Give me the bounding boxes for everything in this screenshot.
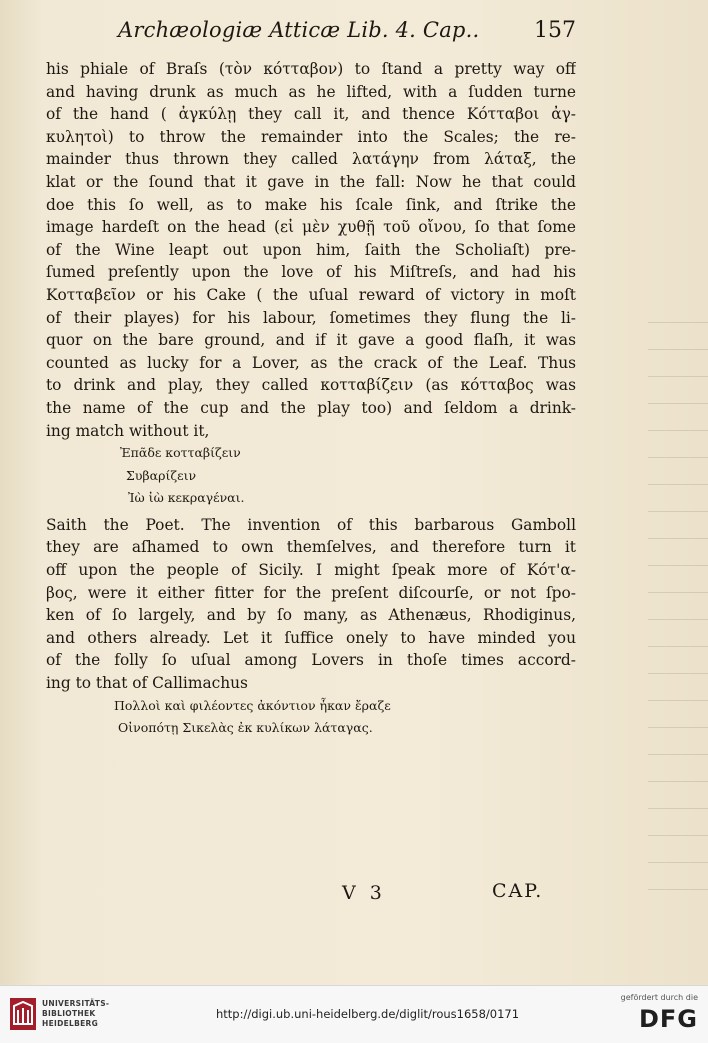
text-line: the name of the cup and the play too) and ſeldom a drink- — [46, 398, 576, 417]
viewer-footer — [0, 985, 708, 1043]
text-line: ing match without it, — [46, 421, 210, 440]
text-line: ing to that of Callimachus — [46, 674, 248, 693]
text-line: and others already. Let it ſuffice onely to have minded you — [46, 628, 576, 647]
text-line: quor on the bare ground, and if it gave a good flaſh, it was — [46, 331, 576, 350]
text-line: κυλητοὶ) to throw the remainder into the Scales; the re- — [46, 127, 576, 146]
text-line: to drink and play, they called κοτταβίζειν (as κότταβος was — [46, 376, 576, 395]
library-name-line: UNIVERSITÄTS- — [42, 999, 110, 1008]
permalink-url[interactable]: http://digi.ub.uni-heidelberg.de/diglit/rous1658/0171 — [216, 1007, 520, 1021]
library-name-line: HEIDELBERG — [42, 1019, 99, 1028]
verse-line: Πολλοὶ καὶ φιλέοντες ἀκόντιον ἧκαν ἔραζε — [114, 697, 391, 713]
text-line: Κοτταβεῖον or his Cake ( the uſual reward of victory in moſt — [46, 285, 576, 304]
library-name-line: BIBLIOTHEK — [42, 1009, 96, 1018]
text-line: Saith the Poet. The invention of this barbarous Gamboll — [46, 515, 576, 534]
running-head: Archæologiæ Atticæ Lib. 4. Cap.. — [118, 18, 480, 42]
verse-quotation-2 — [46, 695, 576, 740]
page-number: 157 — [534, 18, 576, 43]
paragraph-2 — [46, 514, 576, 695]
text-line: doe this ſo well, as to make his ſcale ſink, and ſtrike the — [46, 195, 576, 214]
paragraph-1 — [46, 58, 576, 442]
text-line: they are aſhamed to own themſelves, and therefore turn it — [46, 538, 576, 557]
dfg-logo: DFG — [638, 1005, 698, 1033]
text-line: of their playes) for his labour, ſometimes they flung the li- — [46, 308, 576, 327]
page-body — [46, 58, 576, 740]
verse-line: Οἰνοπότῃ Σικελὰς ἐκ κυλίκων λάταγας. — [118, 720, 373, 736]
text-line: off upon the people of Sicily. I might ſpeak more of Κότ'α- — [46, 561, 576, 580]
text-line: of the hand ( ἀγκύλῃ they call it, and thence Κότταβοι ἀγ- — [46, 105, 576, 124]
text-line: βος, were it either fitter for the preſent diſcourſe, or not ſpo- — [46, 583, 576, 602]
text-line: ken of ſo largely, and by ſo many, as Athenæus, Rhodiginus, — [46, 606, 576, 625]
text-line: ſumed preſently upon the love of his Miſtreſs, and had his — [46, 263, 576, 282]
signature-mark: V 3 — [342, 882, 386, 904]
text-line: his phiale of Braſs (τὸν κότταβον) to ſtand a pretty way off — [46, 60, 576, 78]
verse-line: Ἐπᾶδε κοτταβίζειν — [120, 445, 241, 461]
university-library-logo-icon — [10, 998, 36, 1030]
text-line: of the folly ſo uſual among Lovers in thoſe times accord- — [46, 651, 576, 670]
show-through-texture — [648, 300, 708, 900]
text-line: image hardeſt on the head (εἰ μὲν χυθῇ τοῦ οἴνου, ſo that ſome — [46, 218, 576, 237]
text-line: klat or the ſound that it gave in the fall: Now he that could — [46, 172, 576, 191]
text-line: and having drunk as much as he lifted, with a ſudden turne — [46, 82, 576, 101]
page-header — [118, 18, 576, 48]
verse-line: Ἰὼ ἰὼ κεκραγέναι. — [128, 490, 245, 506]
funded-by-label: gefördert durch die — [620, 993, 698, 1002]
verse-line: Συβαρίζειν — [126, 467, 197, 483]
verse-quotation-1 — [46, 442, 576, 510]
catchword: CAP. — [492, 880, 544, 902]
text-line: of the Wine leapt out upon him, ſaith the Scholiaſt) pre- — [46, 240, 576, 259]
text-line: counted as lucky for a Lover, as the crack of the Leaf. Thus — [46, 353, 576, 372]
text-line: mainder thus thrown they called λατάγην from λάταξ, the — [46, 150, 576, 169]
library-name — [42, 999, 109, 1029]
